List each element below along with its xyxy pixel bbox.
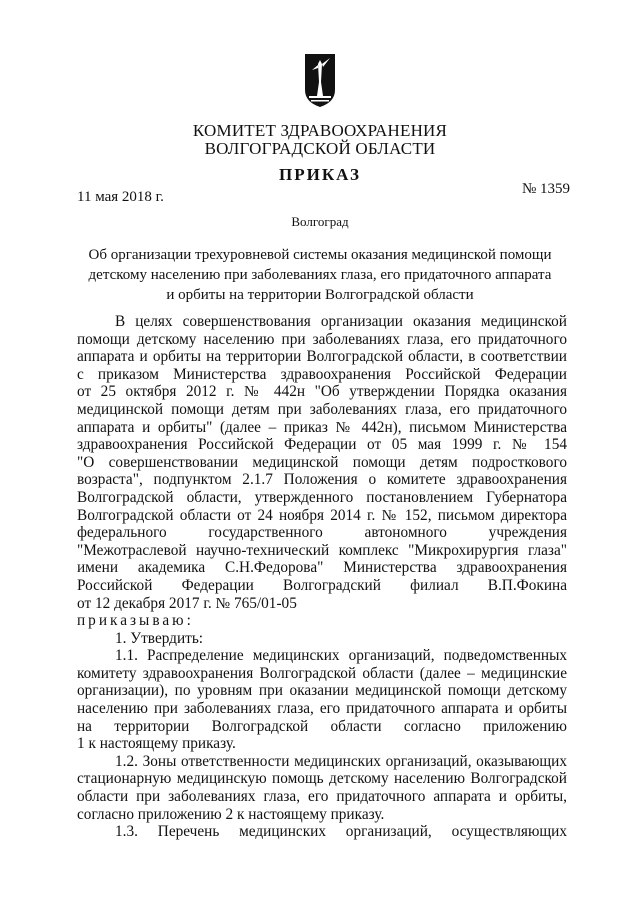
body-line: возраста", подпунктом 2.1.7 Положения о комитете здравоохранения [77,471,567,489]
body-line: 1 к настоящему приказу. [77,735,236,753]
body-line: 1.2. Зоны ответственности медицинских организаций, оказывающих [115,752,567,770]
body-line: аппарата и орбиты на территории Волгоградской области, в соответствии [77,348,567,366]
body-line: "О совершенствовании медицинской помощи детям подросткового [77,453,567,471]
body-line: Российской Федерации Волгоградский филиал В.П.Фокина [77,576,567,594]
body-line: стационарную медицинскую помощь детскому населению Волгоградской [77,770,567,788]
body-line: 1. Утвердить: [115,629,204,647]
title-line: детскому населению при заболеваниях глаза, его придаточного аппарата [88,267,552,283]
body-line: здравоохранения Российской Федерации от 05 мая 1999 г. № 154 [77,436,567,454]
title-line: Об организации трехуровневой системы оказания медицинской помощи [88,247,552,263]
volgograd-emblem-icon [303,52,337,108]
body-line: имени академика С.Н.Федорова" Министерства здравоохранения [77,559,567,577]
body-line: населению при заболеваниях глаза, его придаточного аппарата и орбиты [77,700,567,718]
document-body [77,313,567,841]
body-line: от 25 октября 2012 г. № 442н "Об утверждении Порядка оказания [77,383,567,401]
document-type: ПРИКАЗ [279,165,361,184]
body-line: В целях совершенствования организации оказания медицинской [115,313,567,330]
body-line: помощи детскому населению при заболеваниях глаза, его придаточного [77,330,567,348]
body-line: с приказом Министерства здравоохранения Российской Федерации [77,365,567,383]
document-number: № 1359 [521,181,570,197]
body-line: Волгоградской области от 24 ноября 2014 г. № 152, письмом директора [77,506,567,524]
body-line: 1.1. Распределение медицинских организаций, подведомственных [115,647,567,665]
title-line: и орбиты на территории Волгоградской области [166,287,474,303]
body-line: 1.3. Перечень медицинских организаций, осуществляющих [115,823,567,841]
body-line: организации), по уровням при оказании медицинской помощи детскому [77,682,567,700]
document-city: Волгоград [291,214,349,229]
body-line: федерального государственного автономного учреждения [77,524,567,542]
body-line: на территории Волгоградской области согласно приложению [77,717,567,735]
order-directive: приказываю: [77,612,194,630]
body-line: аппарата и орбиты" (далее – приказ № 442н), письмом Министерства [77,418,567,436]
body-line: от 12 декабря 2017 г. № 765/01-05 [77,594,297,612]
body-line: согласно приложению 2 к настоящему приказу. [77,805,385,823]
document-title [0,245,640,305]
body-line: "Межотраслевой научно-технический комплекс "Микрохирургия глаза" [77,541,567,559]
body-line: Волгоградской области, утвержденного постановлением Губернатора [77,488,567,506]
organization-name-line1: КОМИТЕТ ЗДРАВООХРАНЕНИЯ [192,121,448,140]
document-date: 11 мая 2018 г. [77,189,164,205]
organization-name-line2: ВОЛГОГРАДСКОЙ ОБЛАСТИ [204,139,436,158]
body-line: медицинской помощи детям при заболеваниях глаза, его придаточного [77,400,567,418]
body-line: области при заболеваниях глаза, его придаточного аппарата и орбиты, [77,788,567,806]
body-line: комитету здравоохранения Волгоградской области (далее – медицинские [77,664,567,682]
